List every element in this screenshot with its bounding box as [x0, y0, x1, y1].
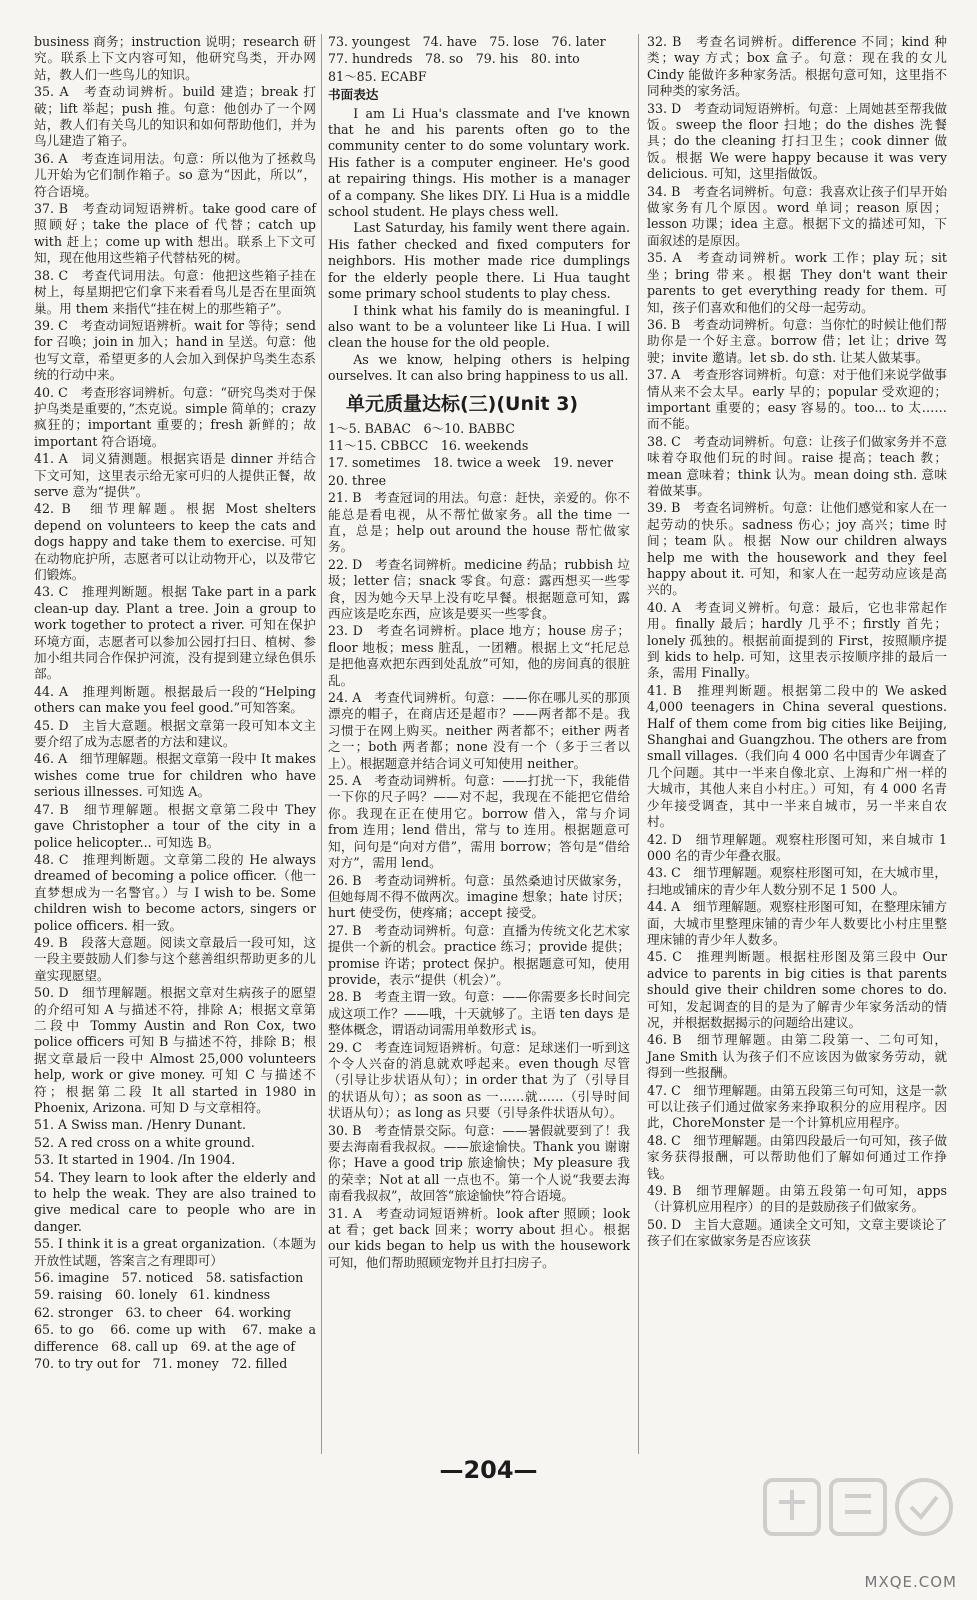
answer-line: 45. C 推理判断题。根据柱形图及第三段中 Our advice to parents in big cities is that parents should give their children some chores to do. 可知，发起调查的目的是为了解青少年家务活动的情况，并根据数据揭示的问题给出建议。 [647, 949, 952, 1030]
answer-line: 41. B 推理判断题。根据第二段中的 We asked 4,000 teenagers in China several questions. Half of them come from big cities like Beijing, Shanghai and Guangzhou. The others are from small villages.（我们向 4 000 名中国青少年调查了几个问题。其中一半来自像北京、上海和广州一样的大城市，其他人来自小村庄。）可知，有 4 000 名青少年接受调查，其中一半来自城市，另一半来自农村。 [647, 682, 952, 830]
answer-line: 48. C 推理判断题。文章第二段的 He always dreamed of becoming a police officer.（他一直梦想成为一名警官。）与 I wish to be. Some children wish to become actors, singers or police officers. 相一致。 [34, 851, 321, 933]
answer-line: 23. D 考查名词辨析。place 地方；house 房子；floor 地板；mess 脏乱，一团糟。根据上文“托尼总是把他喜欢把东西到处乱放”可知，他的房间真的很脏乱。 [328, 623, 630, 688]
answer-line: 38. C 考查代词用法。句意：他把这些箱子挂在树上，每星期把它们拿下来看看鸟儿是否在里面筑巢。用 them 来指代“挂在树上的那些箱子”。 [34, 267, 316, 316]
answer-line: 77. hundreds 78. so 79. his 80. into [328, 51, 580, 67]
writing-sample-essay [328, 106, 630, 385]
answer-line: 34. B 考查名词辨析。句意：我喜欢让孩子们早开始做家务有几个原因。word 单词；reason 原因；lesson 功课；idea 主意。根据下文的描述可知，下面叙述的是原因。 [647, 183, 947, 248]
answer-line: 1～5. BABAC 6～10. BABBC [328, 420, 515, 436]
answer-line: 46. A 细节理解题。根据文章第一段中 It makes wishes come true for children who have serious illnesses. 可知选 A。 [34, 751, 321, 800]
answer-line: 52. A red cross on a white ground. [34, 1134, 255, 1150]
answer-line: 46. B 细节理解题。由第二段第一、二句可知，Jane Smith 认为孩子们不应该因为做家务劳动，就得到一些报酬。 [647, 1032, 947, 1081]
answer-line: 47. B 细节理解题。根据文章第二段中 They gave Christopher a tour of the city in a police helicopter... 可知选 B。 [34, 801, 321, 850]
answer-line: 20. three [328, 472, 387, 488]
answer-line: 45. D 主旨大意题。根据文章第一段可知本文主要介绍了成为志愿者的方法和建议。 [34, 717, 316, 750]
answer-line: 28. B 考查主谓一致。句意：——你需要多长时间完成这项工作？——哦，十天就够了。主语 ten days 是整体概念，谓语动词需用单数形式 is。 [328, 989, 630, 1038]
answer-line: 33. D 考查动词短语辨析。句意：上周她甚至帮我做饭。sweep the floor 扫地；do the dishes 洗餐具；do the cleaning 打扫卫生；cook dinner 做饭。根据 We were happy because it was very delicious. 可知，这里指做饭。 [647, 100, 952, 182]
answer-line: 25. A 考查动词辨析。句意：——打扰一下，我能借一下你的尺子吗？——对不起，我现在不能把它借给你。我现在正在使用它。borrow 借入，常与介词 from 连用；lend 借出，常与 to 连用。根据题意可知，问句是“向对方借”，需用 borrow；答句是“借给对方”，需用 lend。 [328, 773, 635, 871]
answer-line: 44. A 推理判断题。根据最后一段的“Helping others can make you feel good.”可知答案。 [34, 683, 321, 716]
column-divider [321, 34, 322, 1454]
answer-line: 38. C 考查动词辨析。句意：让孩子们做家务并不意味着夺取他们玩的时间。raise 提高；teach 教；mean 意味着；think 认为。mean doing sth. 意味着做某事。 [647, 433, 947, 498]
answer-line: 55. I think it is a great organization.（本题为开放性试题，答案言之有理即可） [34, 1236, 316, 1268]
answer-line: 65. to go 66. come up with 67. make a difference 68. call up 69. at the age of [34, 1322, 321, 1354]
answer-line: 48. C 细节理解题。由第四段最后一句可知，孩子做家务获得报酬，可以帮助他们了解如何通过工作挣钱。 [647, 1132, 947, 1181]
essay-paragraph: I think what his family do is meaningful. I also want to be a volunteer like Li Hua. I will clean the house for the old people. [328, 302, 630, 351]
answer-line: 49. B 段落大意题。阅读文章最后一段可知，这一段主要鼓励人们参与这个慈善组织帮助更多的儿童实现愿望。 [34, 934, 316, 983]
answer-line: 17. sometimes 18. twice a week 19. never [328, 455, 614, 471]
answer-line: 36. A 考查连词用法。句意：所以他为了拯救鸟儿开始为它们制作箱子。so 意为“因此，所以”，符合语境。 [34, 150, 316, 199]
answer-line: 37. B 考查动词短语辨析。take good care of 照顾好；take the place of 代替；catch up with 赶上；come up with 想出。联系上下文可知，现在他用这些箱子代替枯死的树。 [34, 201, 321, 266]
essay-paragraph: I am Li Hua's classmate and I've known that he and his parents often go to the community center to do some voluntary work. His father is a computer engineer. He's good at repairing things. His mother is a manager of a company. She likes DIY. Li Hua is a middle school student. He plays chess well. [328, 105, 630, 220]
answer-list-top [328, 34, 630, 85]
answer-line: 53. It started in 1904. /In 1904. [34, 1152, 236, 1168]
answer-line: 73. youngest 74. have 75. lose 76. later [328, 34, 606, 49]
answer-line: 37. A 考查形容词辨析。句意：对于他们来说学做事情从来不会太早。early 早的；popular 受欢迎的；important 重要的；easy 容易的。too... to 太……而不能。 [647, 367, 947, 432]
answer-line: 24. A 考查代词辨析。句意：——你在哪儿买的那顶漂亮的帽子，在商店还是超市？——两者都不是。我习惯于在网上购买。neither 两者都不；either 两者之一；both 两者都；none 没有一个（多于三者以上）。根据题意并结合词义可知使用 neither。 [328, 690, 630, 771]
answer-line: 21. B 考查冠词的用法。句意：赶快，亲爱的。你不能总是看电视，从不帮忙做家务。all the time 一直，总是；help out around the house 帮忙做家务。 [328, 490, 630, 555]
answer-line: 50. D 细节理解题。根据文章对生病孩子的愿望的介绍可知 A 与描述不符，排除 A；根据文章第二段中 Tommy Austin and Ron Cox, two police officers 可知 B 与描述不符，排除 B；根据文章最后一段中 Almost 25,000 volunteers help, work or give money. 可知 C 与描述不符；根据第二段 It all started in 1980 in Phoenix, Arizona. 可知 D 与文章相符。 [34, 985, 321, 1115]
unit-heading: 单元质量达标(三)(Unit 3) [346, 392, 579, 415]
answer-line: 36. B 考查动词辨析。句意：当你忙的时候让他们帮助你是一个好主意。borrow 借；let 让；drive 驾驶；invite 邀请。let sb. do sth. 让某人做某事。 [647, 316, 947, 365]
watermark-logo-icon [759, 1472, 959, 1582]
answer-line: 56. imagine 57. noticed 58. satisfaction [34, 1270, 304, 1286]
answer-line: 22. D 考查名词辨析。medicine 药品；rubbish 垃圾；letter 信；snack 零食。句意：露西想买一些零食，因为她今天早上没有吃早餐。根据题意可知，露西应该是吃东西，应该是要买一些零食。 [328, 556, 630, 621]
answer-line: 40. C 考查形容词辨析。句意：“研究鸟类对于保护鸟类是重要的，”杰克说。simple 简单的；crazy 疯狂的；important 重要的；fresh 新鲜的；故 important 符合语境。 [34, 384, 321, 449]
answer-line: 32. B 考查名词辨析。difference 不同；kind 种类；way 方式；box 盒子。句意：现在我的女儿 Cindy 能做许多种家务活。根据句意可知，这里指不同种类的家务活。 [647, 34, 952, 99]
column-middle [328, 34, 635, 1460]
answer-line: 40. A 考查词义辨析。句意：最后，它也非常起作用。finally 最后；hardly 几乎不；firstly 首先；lonely 孤独的。根据前面提到的 First，按照顺序提到 kids to help. 可知，这里表示按顺序排的最后一条，需用 Finally。 [647, 599, 947, 681]
answer-line: 59. raising 60. lonely 61. kindness [34, 1287, 271, 1303]
answer-line: 30. B 考查情景交际。句意：——暑假就要到了！我要去海南看我叔叔。——旅途愉快。Thank you 谢谢你；Have a good trip 旅途愉快；My pleasure 我的荣幸；Not at all 一点也不。第一个人说“我要去海南看我叔叔”，故回答“旅途愉快”符合语境。 [328, 1122, 630, 1204]
answer-line: business 商务；instruction 说明；research 研究。联系上下文内容可知，他研究鸟类，开办网站，教人们一些鸟儿的知识。 [34, 34, 316, 82]
answer-line: 54. They learn to look after the elderly and to help the weak. They are also trained to give medical care to people who are in danger. [34, 1169, 321, 1234]
answer-line: 35. A 考查动词辨析。work 工作；play 玩；sit 坐；bring 带来。根据 They don't want their parents to get everything ready for them. 可知，孩子们喜欢和他们的父母一起劳动。 [647, 250, 952, 315]
answer-line: 42. B 细节理解题。根据 Most shelters depend on volunteers to keep the cats and dogs happy and take them to exercise. 可知在动物庇护所，志愿者可以让动物开心，以及带它们锻炼。 [34, 501, 321, 582]
answer-line: 11～15. CBBCC 16. weekends [328, 437, 529, 453]
answer-line: 39. B 考查名词辨析。句意：让他们感觉和家人在一起劳动的快乐。sadness 伤心；joy 高兴；time 时间；team 队。根据 Now our children always help me with the housework and they feel happy about it. 可知，和家人在一起劳动应该是高兴的。 [647, 500, 952, 598]
answer-line: 44. A 细节理解题。观察柱形图可知，在整理床铺方面，大城市里整理床铺的青少年人数要比小村庄里整理床铺的青少年人数多。 [647, 899, 947, 947]
answer-line: 43. C 推理判断题。根据 Take part in a park clean-up day. Plant a tree. Join a group to work together to protect a river. 可知在保护环境方面，志愿者可以参加公园打扫日、植树、参加小组共同合作保护河流，没有提到建立绿色俱乐部。 [34, 584, 321, 682]
column-divider [638, 34, 639, 1454]
answer-line: 29. C 考查连词短语辨析。句意：足球迷们一听到这个令人兴奋的消息就欢呼起来。even though 尽管（引导让步状语从句）；in order that 为了（引导目的状语从句）；as soon as 一……就……（引导时间状语从句）；as long as 只要（引导条件状语从句）。 [328, 1039, 630, 1121]
answer-line: 49. B 细节理解题。由第五段第一句可知，apps（计算机应用程序）的目的是鼓励孩子们做家务。 [647, 1183, 947, 1215]
answer-line: 70. to try out for 71. money 72. filled [34, 1356, 288, 1372]
answer-line: 39. C 考查动词短语辨析。wait for 等待；send for 召唤；join in 加入；hand in 呈送。句意：他也写文章，希望更多的人会加入到保护鸟类生态系统的行动中来。 [34, 317, 321, 383]
column-left [34, 34, 321, 1460]
page-number: —204— [439, 1456, 538, 1484]
answer-line: 50. D 主旨大意题。通读全文可知，文章主要谈论了孩子们在家做家务是否应该获 [647, 1216, 947, 1249]
answer-line: 26. B 考查动词辨析。句意：虽然桑迪讨厌做家务，但她每周不得不做两次。imagine 想象；hate 讨厌；hurt 使受伤，使疼痛；accept 接受。 [328, 872, 630, 921]
essay-paragraph: As we know, helping others is helping ourselves. It can also bring happiness to us all. [328, 351, 630, 384]
column-right [647, 34, 952, 1460]
answer-line: 81～85. ECABF [328, 68, 427, 84]
answer-line: 35. A 考查动词辨析。build 建造；break 打破；lift 举起；push 推。句意：他创办了一个网站，教人们有关鸟儿的知识和如何帮助他们，并为鸟儿建造了箱子。 [34, 84, 316, 149]
answer-line: 42. D 细节理解题。观察柱形图可知，来自城市 1 000 名的青少年叠衣服。 [647, 831, 952, 863]
answer-line: 43. C 细节理解题。观察柱形图可知，在大城市里，扫地或铺床的青少年人数分别不足 1 500 人。 [647, 865, 947, 897]
answer-line: 27. B 考查动词辨析。句意：直播为传统文化艺术家提供一个新的机会。practice 练习；provide 提供；promise 许诺；protect 保护。根据题意可知，使用 provide，表示“提供（机会）”。 [328, 922, 635, 987]
essay-paragraph: Last Saturday, his family went there again. His father checked and fixed computers for neighbors. His mother made rice dumplings for the elderly people there. Li Hua taught some primary school students to play chess. [328, 220, 630, 302]
answer-line: 41. A 词义猜测题。根据宾语是 dinner 并结合下文可知，这里表示给无家可归的人提供正餐，故 serve 意为“提供”。 [34, 451, 321, 499]
writing-heading: 书面表达 [328, 87, 379, 103]
answer-line: 47. C 细节理解题。由第五段第三句可知，这是一款可以让孩子们通过做家务来挣取积分的应用程序。因此，ChoreMonster 是一个计算机应用程序。 [647, 1082, 947, 1131]
answer-line: 31. A 考查动词短语辨析。look after 照顾；look at 看；get back 回来；worry about 担心。根据 our kids began to help us with the housework 可知，他们帮助照顾宠物并且打扫房子。 [328, 1205, 635, 1270]
answer-line: 51. A Swiss man. /Henry Dunant. [34, 1117, 246, 1133]
answer-line: 62. stronger 63. to cheer 64. working [34, 1304, 292, 1320]
watermark-text: MXQE.COM [864, 1572, 957, 1591]
unit-answer-list [328, 420, 635, 1272]
